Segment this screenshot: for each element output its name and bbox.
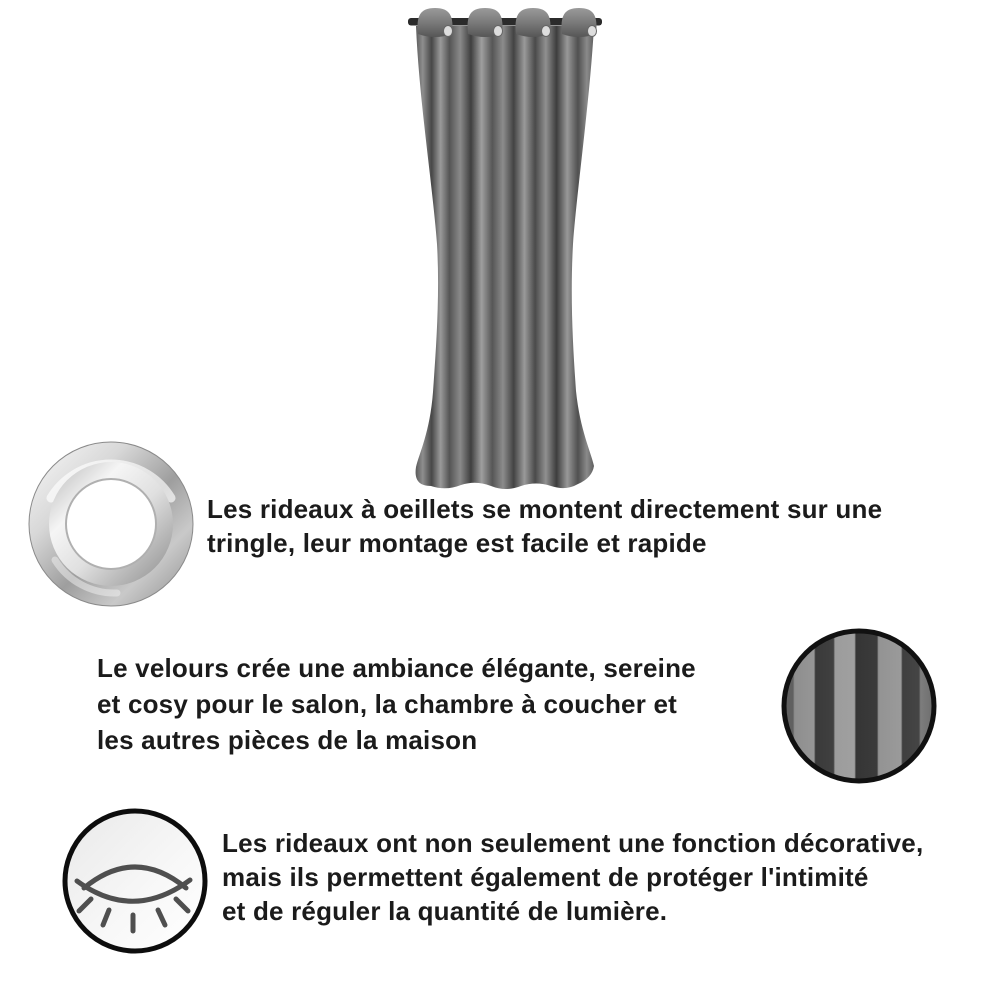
feature-text-eyelets [207,492,882,560]
eyelet-ring-icon [25,438,197,610]
text-line: Le velours crée une ambiance élégante, sereine [97,653,696,683]
text-line: et cosy pour le salon, la chambre à coucher et [97,689,677,719]
text-line: mais ils permettent également de protéger l'intimité [222,862,869,892]
text-line: tringle, leur montage est facile et rapide [207,528,707,558]
velvet-fabric-detail-image [779,626,939,786]
curtain-fabric [416,26,594,489]
feature-text-function [222,826,923,928]
text-line: Les rideaux à oeillets se montent directement sur une [207,494,883,524]
eyelet-ring-image [25,438,197,610]
text-line: Les rideaux ont non seulement une fonction décorative, [222,828,924,858]
closed-eye-icon [60,806,210,956]
closed-eye-glyph [60,806,210,956]
text-line: les autres pièces de la maison [97,725,478,755]
curtain-product-image [404,4,606,496]
feature-text-velvet [97,650,696,758]
velvet-detail-icon [779,626,939,786]
text-line: et de réguler la quantité de lumière. [222,896,668,926]
curtain-on-rod-image [404,4,606,496]
